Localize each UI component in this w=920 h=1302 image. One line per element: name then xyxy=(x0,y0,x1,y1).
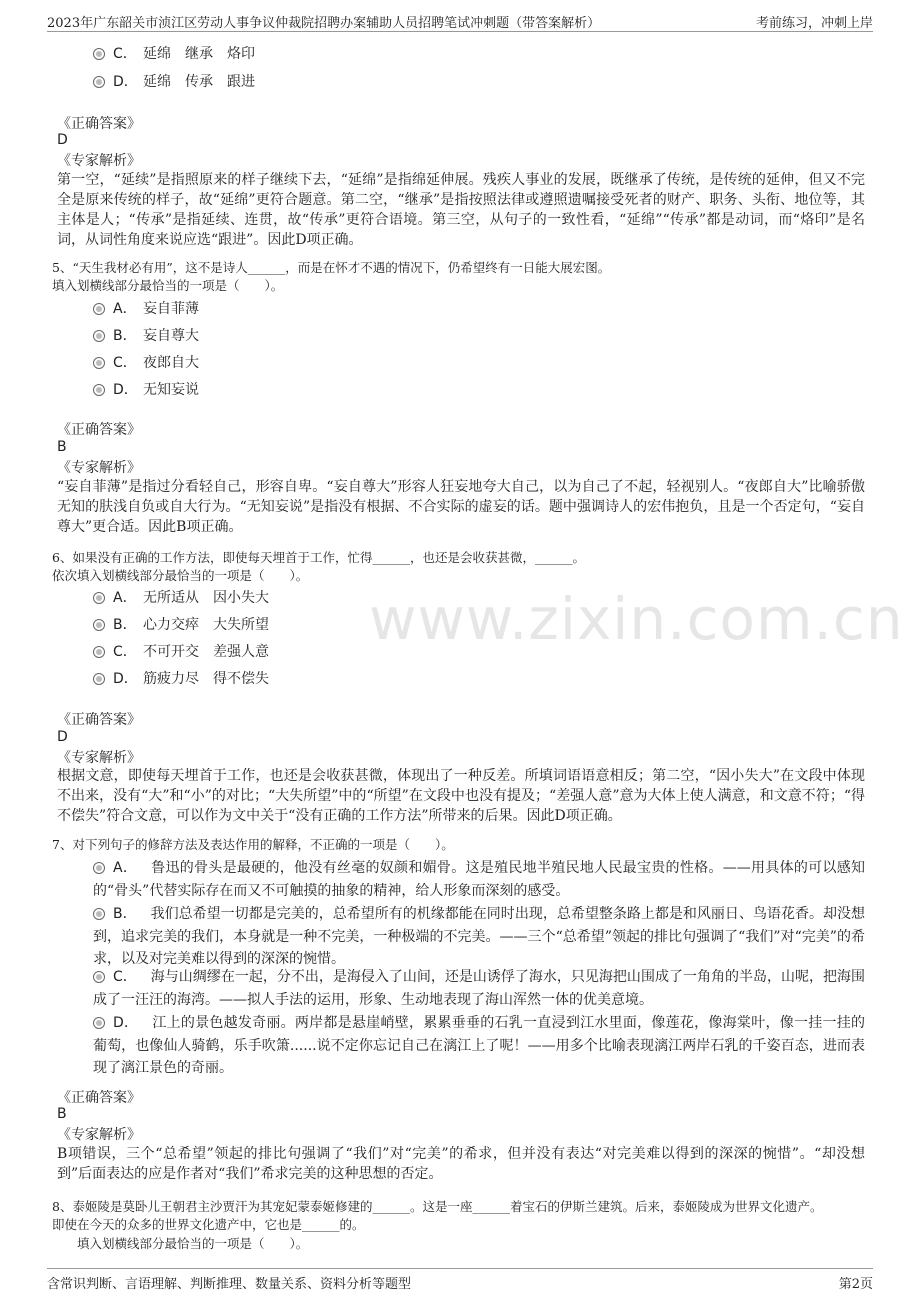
analysis-label: 《专家解析》 xyxy=(57,1127,141,1143)
q7-stem: 7、对下列句子的修辞方法及表达作用的解释，不正确的一项是（ ）。 xyxy=(52,837,454,852)
q5-instruction: 填入划横线部分最恰当的一项是（ ）。 xyxy=(52,278,284,293)
analysis-label: 《专家解析》 xyxy=(57,153,141,169)
q7-option-c[interactable]: C． 海与山绸缪在一起，分不出，是海侵入了山间，还是山诱俘了海水，只见海把山围成了一角角的半岛，山呢，把海围成了一汪汪的海湾。——拟人手法的运用，形象、生动地表现了海山浑然一体的优美意境。 xyxy=(93,969,866,1008)
q5-analysis: “妄自菲薄”是指过分看轻自己，形容自卑。“妄自尊大”形容人狂妄地夸大自己，以为自己了不起，轻视别人。“夜郎自大”比喻骄傲无知的肤浅自负或自大行为。“无知妄说”是指没有根据、不合实际的虚妄的话。题中强调诗人的宏伟抱负，且是一个否定句，“妄自尊大”更合适。因此B项正确。 xyxy=(57,479,865,535)
q4-option-c[interactable]: C． 延绵 继承 烙印 xyxy=(93,43,255,65)
radio-icon[interactable] xyxy=(93,76,105,88)
q5-answer: B xyxy=(57,439,67,455)
q6-stem: 6、如果没有正确的工作方法，即使每天埋首于工作，忙得______，也还是会收获甚微，______。 xyxy=(52,550,585,565)
q5-option-b[interactable]: B． 妄自尊大 xyxy=(93,325,199,347)
q6-analysis: 根据文意，即使每天埋首于工作，也还是会收获甚微，体现出了一种反差。所填词语语意相反；第二空，“因小失大”在文段中体现不出来，没有“大”和“小”的对比；“大失所望”中的“所望”在文段中也没有提及；“差强人意”意为大体上使人满意，和文意不符；“得不偿失”符合文意，可以作为文中关于“没有正确的工作方法”所带来的后果。因此D项正确。 xyxy=(57,768,865,824)
radio-icon[interactable] xyxy=(93,862,105,874)
q5-option-d[interactable]: D． 无知妄说 xyxy=(93,379,199,401)
q5-stem: 5、“天生我材必有用”，这不是诗人______，而是在怀才不遇的情况下，仍希望终有一日能大展宏图。 xyxy=(52,260,611,275)
q5-option-a[interactable]: A． 妄自菲薄 xyxy=(93,298,199,320)
q4-option-d[interactable]: D． 延绵 传承 跟进 xyxy=(93,71,255,93)
q7-option-b[interactable]: B． 我们总希望一切都是完美的，总希望所有的机缘都能在同时出现，总希望整条路上都是和风丽日、鸟语花香。却没想到，追求完美的我们，本身就是一种不完美，一种极端的不完美。——三个“总希望”领起的排比句强调了“我们”对“完美”的希求，以及对完美难以得到的深深的惋惜。 xyxy=(93,906,865,967)
analysis-label: 《专家解析》 xyxy=(57,460,141,476)
q6-answer: D xyxy=(57,729,68,745)
q4-analysis: 第一空，“延续”是指照原来的样子继续下去，“延绵”是指绵延伸展。残疾人事业的发展，既继承了传统，是传统的延伸，但又不完全是原来传统的样子，故“延绵”更符合题意。第二空，“继承”是指按照法律或遵照遗嘱接受死者的财产、职务、头衔、地位等，其主体是人；“传承”是指延续、连贯，故“传承”更符合语境。第三空，从句子的一致性看，“延绵”“传承”都是动词，而“烙印”是名词，从词性角度来说应选“跟进”。因此D项正确。 xyxy=(57,172,865,248)
radio-icon[interactable] xyxy=(93,592,105,604)
q6-option-d[interactable]: D． 筋疲力尽 得不偿失 xyxy=(93,668,269,690)
q8-instruction: 填入划横线部分最恰当的一项是（ ）。 xyxy=(77,1236,309,1251)
answer-label: 《正确答案》 xyxy=(57,1090,141,1106)
footer-topics: 含常识判断、言语理解、判断推理、数量关系、资料分析等题型 xyxy=(47,1277,412,1292)
radio-icon[interactable] xyxy=(93,48,105,60)
document-title: 2023年广东韶关市浈江区劳动人事争议仲裁院招聘办案辅助人员招聘笔试冲刺题（带答案解析） xyxy=(47,16,601,31)
page-footer xyxy=(47,1268,873,1290)
radio-icon[interactable] xyxy=(93,673,105,685)
radio-icon[interactable] xyxy=(93,330,105,342)
analysis-label: 《专家解析》 xyxy=(57,750,141,766)
radio-icon[interactable] xyxy=(93,908,105,920)
q6-option-b[interactable]: B． 心力交瘁 大失所望 xyxy=(93,614,269,636)
q7-answer: B xyxy=(57,1106,67,1122)
q7-analysis: B项错误，三个“总希望”领起的排比句强调了“我们”对“完美”的希求，但并没有表达“对完美难以得到的深深的惋惜”。“却没想到”后面表达的应是作者对“我们”希求完美的这种思想的否定。 xyxy=(57,1146,865,1182)
answer-label: 《正确答案》 xyxy=(57,422,141,438)
radio-icon[interactable] xyxy=(93,646,105,658)
q6-option-a[interactable]: A． 无所适从 因小失大 xyxy=(93,587,269,609)
answer-label: 《正确答案》 xyxy=(57,712,141,728)
q5-option-c[interactable]: C． 夜郎自大 xyxy=(93,352,199,374)
radio-icon[interactable] xyxy=(93,357,105,369)
q4-answer: D xyxy=(57,132,68,148)
radio-icon[interactable] xyxy=(93,303,105,315)
q6-option-c[interactable]: C． 不可开交 差强人意 xyxy=(93,641,269,663)
answer-label: 《正确答案》 xyxy=(57,116,141,132)
header-slogan: 考前练习，冲刺上岸 xyxy=(755,16,873,31)
q8-stem-line1: 8、泰姬陵是莫卧儿王朝君主沙贾汗为其宠妃蒙泰姬修建的______。这是一座______着宝石的伊斯兰建筑。后来，泰姬陵成为世界文化遗产。 xyxy=(52,1199,823,1214)
page-header xyxy=(47,10,873,32)
radio-icon[interactable] xyxy=(93,1017,105,1029)
radio-icon[interactable] xyxy=(93,384,105,396)
radio-icon[interactable] xyxy=(93,619,105,631)
page-number: 第2页 xyxy=(838,1277,873,1292)
q7-option-d[interactable]: D． 江上的景色越发奇丽。两岸都是悬崖峭壁，累累垂垂的石乳一直浸到江水里面，像莲花，像海棠叶，像一挂一挂的葡萄，也像仙人骑鹤，乐手吹箫......说不定你忘记自己在漓江上了呢！——用多个比喻表现漓江两岸石乳的千姿百态，进而表现了漓江景色的奇丽。 xyxy=(93,1015,866,1076)
q7-option-a[interactable]: A． 鲁迅的骨头是最硬的，他没有丝毫的奴颜和媚骨。这是殖民地半殖民地人民最宝贵的性格。——用具体的可以感知的“骨头”代替实际存在而又不可触摸的抽象的精神，给人形象而深刻的感受。 xyxy=(93,860,865,899)
radio-icon[interactable] xyxy=(93,971,105,983)
q8-stem-line2: 即使在今天的众多的世界文化遗产中，它也是______的。 xyxy=(52,1217,365,1232)
q6-instruction: 依次填入划横线部分最恰当的一项是（ ）。 xyxy=(52,568,309,583)
watermark: www.zixin.com.cn xyxy=(369,585,904,653)
